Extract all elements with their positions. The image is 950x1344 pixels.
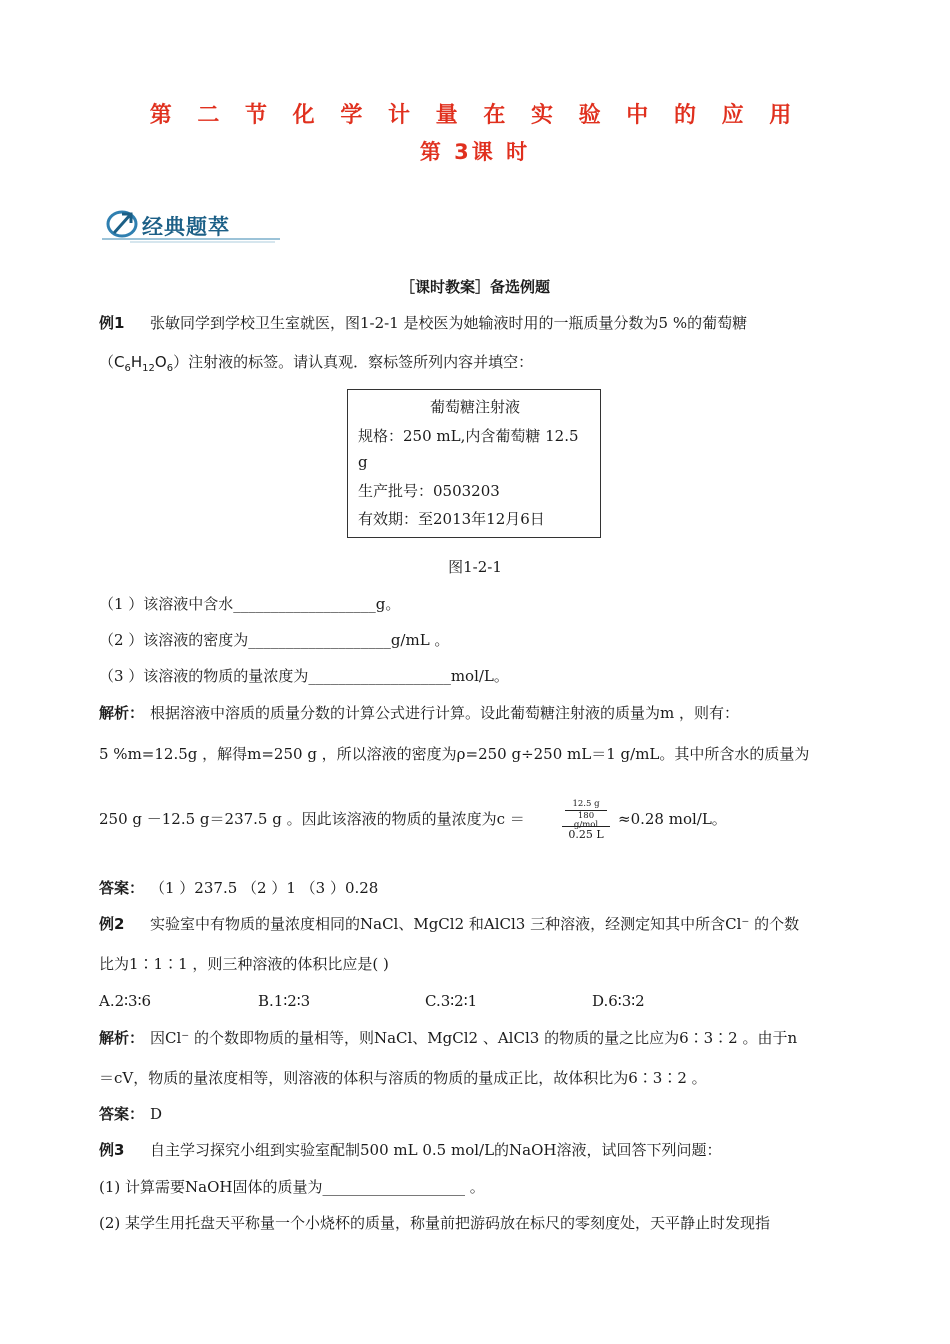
page-title: 第 二 节 化 学 计 量 在 实 验 中 的 应 用: [149, 103, 801, 128]
example1-analysis-1: 根据溶液中溶质的质量分数的计算公式进行计算。设此葡萄糖注射液的质量为m ，则有：: [150, 704, 739, 722]
option-a: A.2∶3∶6: [99, 992, 152, 1010]
example2-answer-label: 答案：: [99, 1105, 145, 1123]
option-b: B.1∶2∶3: [258, 992, 311, 1010]
fraction-inner-numerator: 12.5 g: [572, 799, 600, 809]
label-expiry: 有效期：至2013年12月6日: [358, 510, 545, 528]
example1-label: 例1: [99, 314, 125, 332]
fraction-inner-denominator: 180 g/mol: [573, 811, 599, 830]
option-c: C.3∶2∶1: [425, 992, 478, 1010]
example2-label: 例2: [99, 915, 125, 933]
fraction-outer-denominator: 0.25 L: [562, 826, 610, 841]
example2-answer: D: [150, 1105, 163, 1123]
option-d: D.6∶3∶2: [592, 992, 645, 1010]
example1-analysis-3: 250 g －12.5 g＝237.5 g 。因此该溶液的物质的量浓度为c ＝: [99, 810, 525, 828]
banner-title: 经典题萃: [142, 215, 230, 239]
example3-text: 自主学习探究小组到实验室配制500 mL 0.5 mol/L的NaOH溶液，试回答下列问题：: [150, 1141, 722, 1159]
example2-text-line2: 比为1∶1∶1 ，则三种溶液的体积比应是( ): [99, 955, 389, 973]
figure-caption: 图1-2-1: [448, 558, 502, 576]
glucose-formula: $C_6H_{12}O_6$: [114, 353, 174, 374]
example1-answer-label: 答案：: [99, 879, 145, 897]
example1-question-2: （2 ）该溶液的密度为___________________g/mL 。: [99, 631, 450, 649]
example1-text-line2: $(C_6H_{12}O_6)$注射液的标签。请认真观．察标签所列内容并填空：: [99, 353, 534, 374]
example1-question-3: （3 ）该溶液的物质的量浓度为___________________mol/L。: [99, 667, 509, 685]
label-title: 葡萄糖注射液: [429, 398, 520, 416]
section-banner: [100, 203, 282, 245]
example1-answer: （1 ）237.5 （2 ）1 （3 ）0.28: [150, 879, 379, 897]
example2-text: 实验室中有物质的量浓度相同的NaCl、MgCl2 和AlCl3 三种溶液，经测定知其中所含Cl⁻ 的个数: [150, 915, 800, 933]
example1-text: 张敏同学到学校卫生室就医，图1-2-1 是校医为她输液时用的一瓶质量分数为5 %的葡萄糖: [150, 314, 748, 332]
section-heading: ［课时教案］备选例题: [399, 278, 550, 296]
page-subtitle: 第 3课 时: [419, 140, 531, 164]
example2-analysis-2: ＝cV，物质的量浓度相等，则溶液的体积与溶质的物质的量成正比，故体积比为6∶3∶2 。: [99, 1069, 707, 1087]
example3-question-1: (1) 计算需要NaOH固体的质量为___________________ 。: [99, 1178, 485, 1196]
example1-analysis-label: 解析：: [99, 704, 145, 722]
example1-question-1: （1 ）该溶液中含水___________________g。: [99, 595, 401, 613]
example1-analysis-2: 5 %m=12.5g ，解得m=250 g ，所以溶液的密度为ρ=250 g÷250 mL＝1 g/mL。其中所含水的质量为: [99, 745, 810, 763]
label-batch: 生产批号：0503203: [358, 482, 500, 500]
glucose-label-box: [347, 389, 601, 538]
example1-analysis-3-tail: ≈0.28 mol/L。: [618, 810, 727, 828]
example2-analysis-1: 因Cl⁻ 的个数即物质的量相等，则NaCl、MgCl2 、AlCl3 的物质的量之比应为6∶3∶2 。由于n: [150, 1029, 798, 1047]
example3-label: 例3: [99, 1141, 125, 1159]
example2-analysis-label: 解析：: [99, 1029, 145, 1047]
example3-question-2: (2) 某学生用托盘天平称量一个小烧杯的质量，称量前把游码放在标尺的零刻度处，天平静止时发现指: [99, 1214, 771, 1232]
label-spec-unit: g: [358, 453, 368, 471]
label-spec: 规格：250 mL,内含葡萄糖 12.5: [358, 427, 579, 445]
